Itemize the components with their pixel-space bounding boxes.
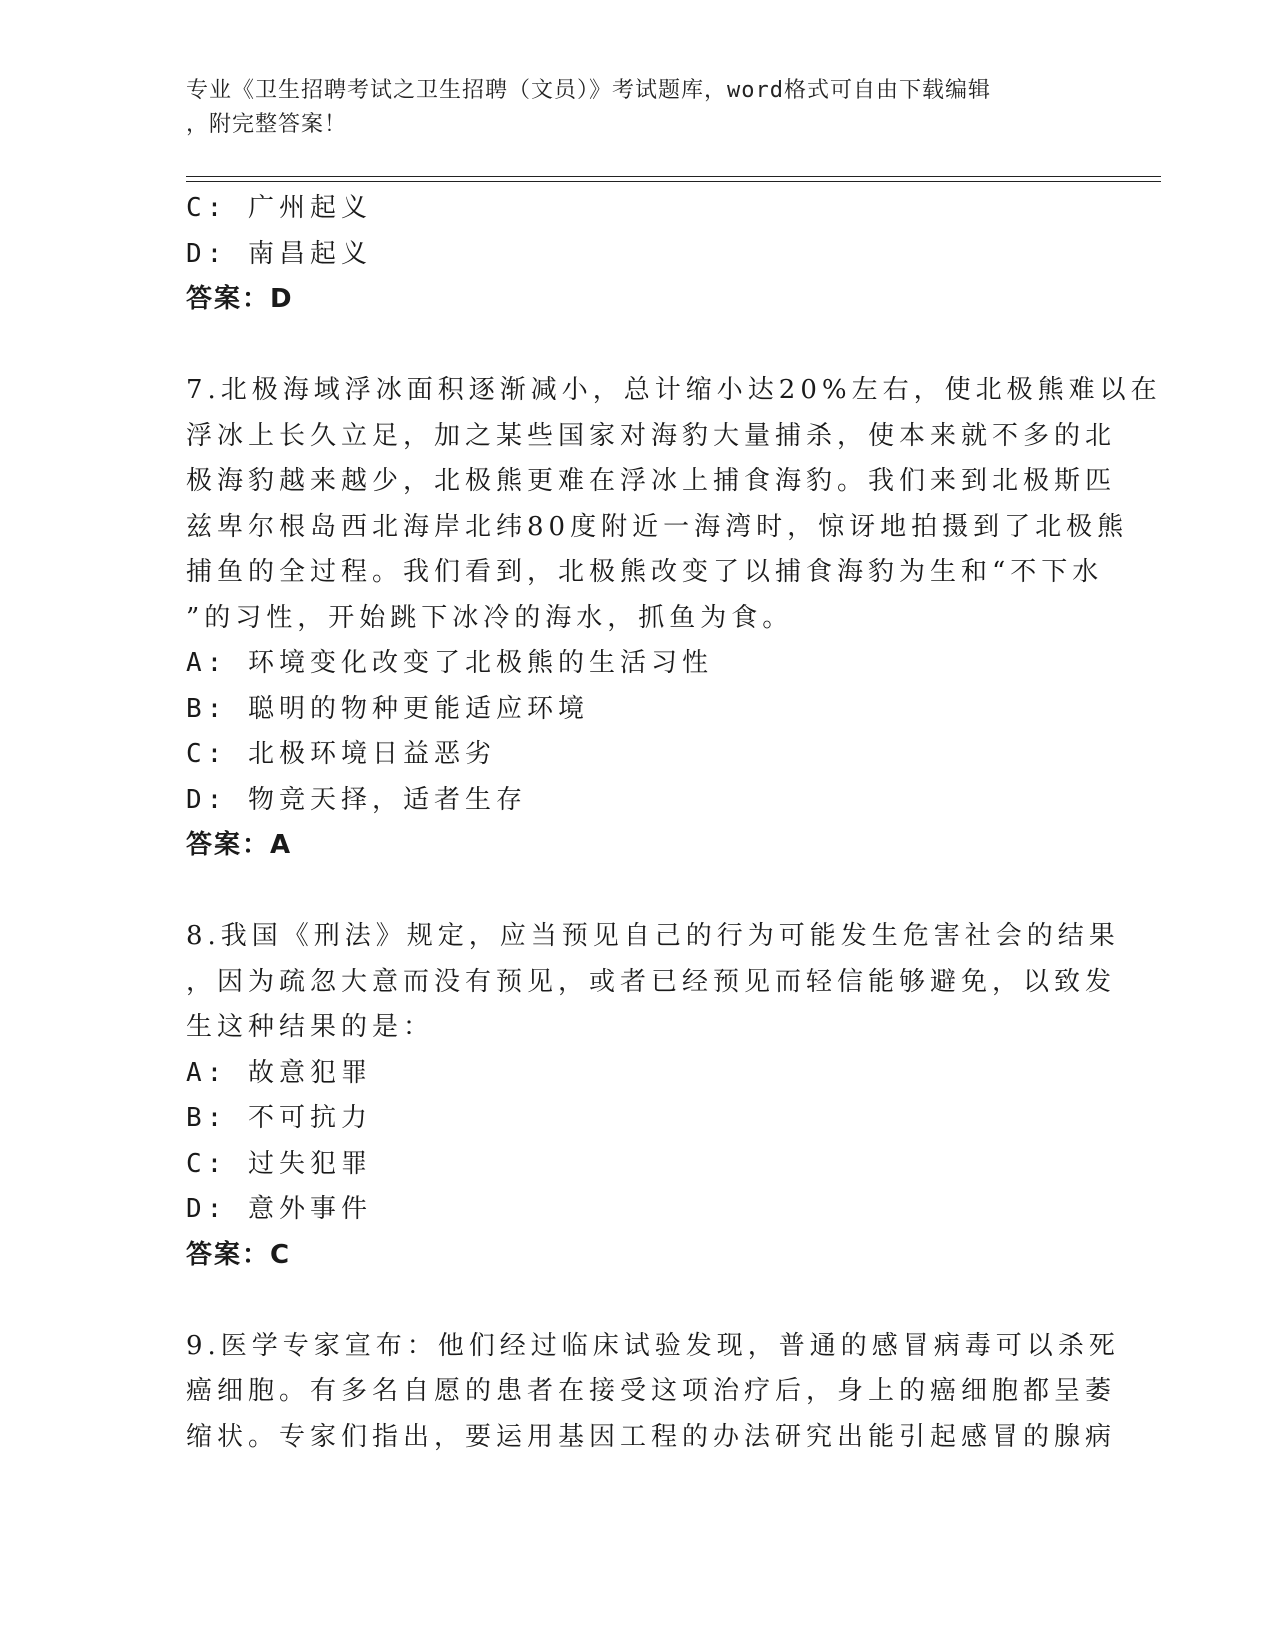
question-8	[186, 914, 1120, 1278]
option-a: A: 故意犯罪	[186, 1057, 372, 1088]
header-line-1: 专业《卫生招聘考试之卫生招聘（文员）》考试题库，word格式可自由下载编辑	[186, 78, 991, 103]
option-c: C: 过失犯罪	[186, 1148, 372, 1179]
question-text-line: ，因为疏忽大意而没有预见，或者已经预见而轻信能够避免，以致发	[186, 966, 1117, 997]
option-b: B: 不可抗力	[186, 1103, 372, 1133]
header-rule-top	[186, 176, 1161, 177]
option-d: D: 意外事件	[186, 1194, 372, 1224]
option-d: D: 物竞天择，适者生存	[186, 784, 527, 815]
question-text-line: 极海豹越来越少，北极熊更难在浮冰上捕食海豹。我们来到北极斯匹	[186, 466, 1117, 496]
document-header	[186, 74, 1066, 142]
question-text-line: 9.医学专家宣布：他们经过临床试验发现，普通的感冒病毒可以杀死	[186, 1330, 1120, 1361]
answer: 答案：A	[186, 830, 293, 860]
question-text-line: 7.北极海域浮冰面积逐渐减小，总计缩小达20%左右，使北极熊难以在	[186, 375, 1162, 405]
option-c: C: 广州起义	[186, 193, 372, 223]
answer: 答案：C	[186, 1239, 292, 1270]
spacer	[186, 869, 1086, 915]
option-c: C: 北极环境日益恶劣	[186, 739, 496, 769]
spacer	[186, 323, 1086, 369]
question-text-line: 缩状。专家们指出，要运用基因工程的办法研究出能引起感冒的腺病	[186, 1421, 1117, 1452]
option-b: B: 聪明的物种更能适应环境	[186, 693, 589, 724]
header-line-2: ，附完整答案！	[186, 112, 348, 137]
option-d: D: 南昌起义	[186, 238, 372, 269]
question-text-line: ”的习性，开始跳下冰冷的海水，抓鱼为食。	[186, 602, 794, 633]
question-text-line: 捕鱼的全过程。我们看到，北极熊改变了以捕食海豹为生和“不下水	[186, 557, 1104, 587]
question-text-line: 兹卑尔根岛西北海岸北纬80度附近一海湾时，惊讶地拍摄到了北极熊	[186, 511, 1129, 542]
spacer	[186, 1278, 1086, 1324]
answer: 答案：D	[186, 284, 294, 314]
question-6-tail	[186, 186, 1086, 323]
question-text-line: 浮冰上长久立足，加之某些国家对海豹大量捕杀，使本来就不多的北	[186, 420, 1117, 451]
question-text-line: 生这种结果的是：	[186, 1012, 435, 1042]
question-7	[186, 368, 1162, 869]
document-body	[186, 186, 1162, 1460]
question-9	[186, 1324, 1120, 1461]
question-text-line: 癌细胞。有多名自愿的患者在接受这项治疗后，身上的癌细胞都呈萎	[186, 1376, 1117, 1406]
option-a: A: 环境变化改变了北极熊的生活习性	[186, 648, 713, 678]
header-rule-bottom	[186, 181, 1161, 182]
question-text-line: 8.我国《刑法》规定，应当预见自己的行为可能发生危害社会的结果	[186, 921, 1120, 951]
